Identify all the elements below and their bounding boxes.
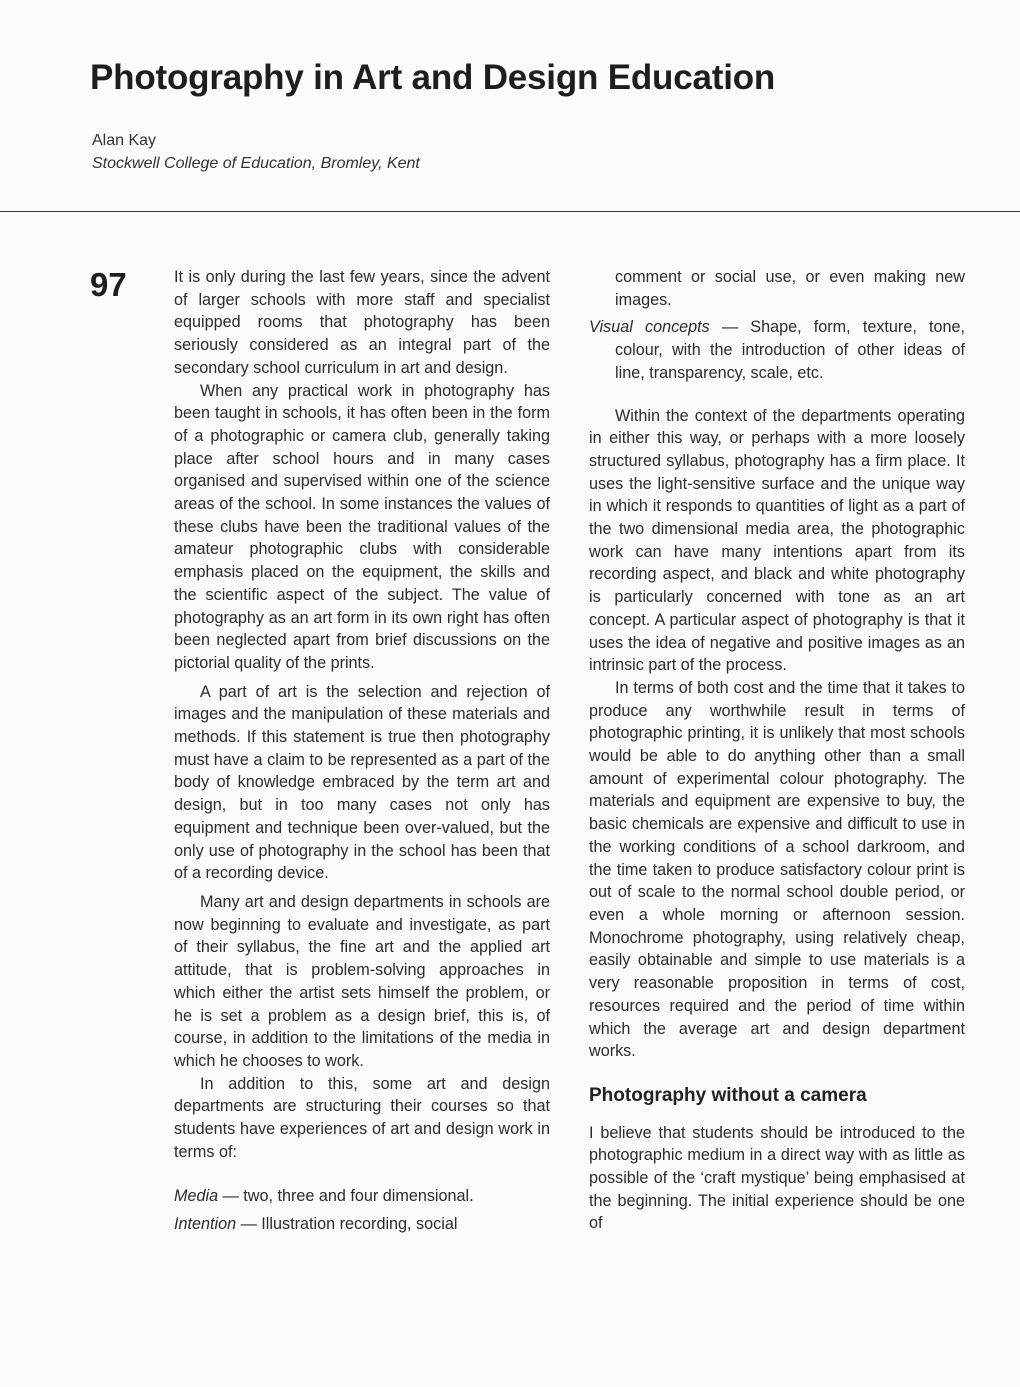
term-media: Media bbox=[174, 1187, 219, 1206]
paragraph-cost: In terms of both cost and the time that it takes to produce any worthwhile result in terms of photographic printing, it is unlikely that most schools would be able to do anything other than a small amount of experimental colour photography. The materials and equipment are expensive to buy, the basic chemicals are expensive and difficult to use in the working conditions of a school darkroom, and the time taken to produce satisfactory colour print is out of scale to the normal school double period, or even a whole morning or afternoon session. Monochrome photography, using relatively cheap, easily obtainable and simple to use materials is a very reasonable proposition in terms of cost, resources required and the period of time within which the average art and design department works. bbox=[589, 678, 965, 1061]
paragraph-without-camera: I believe that students should be introduced to the photographic medium in a direct way with as little as possible of the ‘craft mystique’ being emphasised at the beginning. The initial experience should be one of bbox=[589, 1123, 965, 1233]
definition-media bbox=[174, 1185, 550, 1208]
paragraph-context: Within the context of the departments operating in either this way, or perhaps with a more loosely structured syllabus, photography has a firm place. It uses the light-sensitive surface and the unique way in which it responds to quantities of light as a part of the two dimensional media area, the photographic work can have many intentions apart from its recording aspect, and black and white photography is particularly concerned with tone as an art concept. A particular aspect of photography is that it uses the idea of negative and positive images as an intrinsic part of the process. bbox=[589, 406, 965, 675]
definition-visual-text: — Shape, form, texture, tone, colour, with the introduction of other ideas of line, transparency, scale, etc. bbox=[615, 318, 965, 382]
term-visual-concepts: Visual concepts bbox=[589, 318, 710, 337]
definition-intention-continued: comment or social use, or even making new images. bbox=[615, 268, 965, 309]
right-column bbox=[589, 266, 965, 1235]
section-heading: Photography without a camera bbox=[589, 1084, 867, 1106]
page-number: 97 bbox=[90, 266, 127, 303]
definition-visual-concepts bbox=[589, 316, 965, 384]
paragraph-departments: Many art and design departments in schools are now beginning to evaluate and investigate, as part of their syllabus, the fine art and the applied art attitude, that is problem-solving approaches in which either the artist sets himself the problem, or he is set a problem as a design brief, this is, of course, in addition to the limitations of the media in which he chooses to work. bbox=[174, 892, 550, 1070]
header-divider bbox=[0, 211, 1020, 212]
left-column bbox=[174, 266, 550, 1236]
definition-intention bbox=[174, 1213, 550, 1236]
paragraph-camera-clubs: When any practical work in photography has been taught in schools, it has often been in the form of a photographic or camera club, generally taking place after school hours and in many cases organised and supervised within one of the science areas of the school. In some instances the values of these clubs have been the traditional values of the amateur photographic clubs with considerable emphasis placed on the equipment, the skills and the scientific aspect of the subject. The value of photography as an art form in its own right has often been neglected apart from brief discussions on the pictorial quality of the prints. bbox=[174, 381, 550, 672]
definition-media-text: — two, three and four dimensional. bbox=[218, 1187, 474, 1206]
paragraph-structuring: In addition to this, some art and design departments are structuring their courses so that students have experiences of art and design work in terms of: bbox=[174, 1074, 550, 1161]
author-name: Alan Kay bbox=[92, 132, 157, 149]
term-intention: Intention bbox=[174, 1215, 237, 1234]
author-affiliation: Stockwell College of Education, Bromley, Kent bbox=[92, 155, 420, 172]
paragraph-intro: It is only during the last few years, since the advent of larger schools with more staff and specialist equipped rooms that photography has been seriously considered as an integral part of the secondary school curriculum in art and design. bbox=[174, 268, 550, 377]
paragraph-selection: A part of art is the selection and rejection of images and the manipulation of these materials and methods. If this statement is true then photography must have a claim to be represented as a part of the body of knowledge embraced by the term art and design, but in too many cases not only has equipment and technique been over-valued, but the only use of photography in the school has been that of a recording device. bbox=[174, 682, 550, 883]
definition-intention-text: — Illustration recording, social bbox=[236, 1215, 458, 1234]
page-title: Photography in Art and Design Education bbox=[90, 58, 776, 97]
